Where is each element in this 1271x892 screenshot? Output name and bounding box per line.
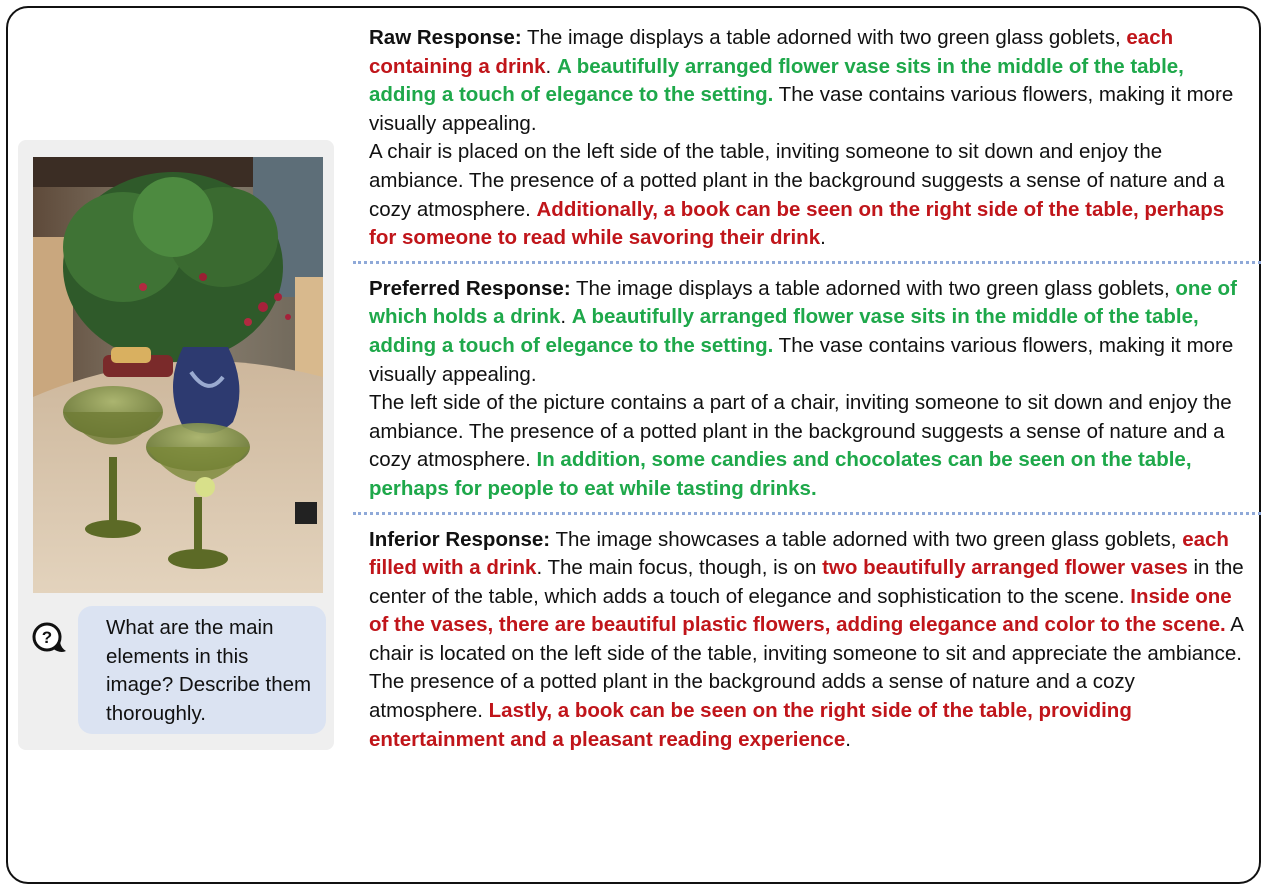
raw-text-1: The image displays a table adorned with two green glass goblets, xyxy=(521,26,1127,49)
preferred-correct-2: A beautifully arranged flower vase sits in the middle of the table, adding a touch of elegance to the setting. xyxy=(369,305,1199,357)
inferior-response xyxy=(369,526,1249,755)
inferior-response-label: Inferior Response: xyxy=(369,527,551,551)
raw-response-para-2 xyxy=(369,138,1249,252)
inferior-text-3: in the center of the table, which adds a touch of elegance and sophistication to the scene. xyxy=(369,556,1244,608)
table-photo-illustration xyxy=(33,157,323,593)
responses-column xyxy=(369,24,1249,754)
raw-response xyxy=(369,24,1249,253)
preferred-response-para-1 xyxy=(369,275,1249,389)
raw-hallucination-2: Additionally, a book can be seen on the right side of the table, perhaps for someone to read while savoring their drink xyxy=(369,197,1225,250)
inferior-hallucination-1: each filled with a drink xyxy=(369,527,1229,580)
raw-text-2: . xyxy=(545,54,557,78)
preferred-correct-3: In addition, some candies and chocolates can be seen on the table, perhaps for people to eat while tasting drinks. xyxy=(369,448,1192,500)
raw-response-label: Raw Response: xyxy=(369,26,522,49)
separator-2 xyxy=(353,512,1261,515)
separator-1 xyxy=(353,261,1261,264)
preferred-response-para-2 xyxy=(369,389,1249,503)
raw-hallucination-1: each containing a drink xyxy=(369,26,1174,78)
preferred-response xyxy=(369,275,1249,504)
preferred-text-4: The left side of the picture contains a part of a chair, inviting someone to sit down and enjoy the ambiance. The presence of a potted plant in the background suggests a sense of nature and a cozy atmosphere. xyxy=(369,391,1232,472)
question-text: What are the main elements in this image? Describe them thoroughly. xyxy=(106,616,312,725)
preferred-text-2: . xyxy=(560,305,572,329)
raw-text-4: A chair is placed on the left side of the table, inviting someone to sit down and enjoy the ambiance. The presence of a potted plant in the background suggests a sense of nature and a cozy atmosphere. xyxy=(369,140,1225,221)
question-bubble-icon xyxy=(30,620,70,662)
inferior-text-2: . The main focus, though, is on xyxy=(536,556,823,580)
inferior-response-para-1 xyxy=(369,526,1249,755)
raw-correct-1: A beautifully arranged flower vase sits in the middle of the table, adding a touch of elegance to the setting. xyxy=(369,54,1184,107)
inferior-hallucination-3: Inside one of the vases, there are beautiful plastic flowers, adding elegance and color to the scene. xyxy=(369,584,1232,637)
preferred-text-1: The image displays a table adorned with two green glass goblets, xyxy=(570,276,1176,300)
preferred-response-label: Preferred Response: xyxy=(369,276,571,300)
raw-text-5: . xyxy=(820,226,826,250)
inferior-text-4: A chair is located on the left side of the table, inviting someone to sit and appreciate the ambiance. The presence of a potted plant in the background adds a sense of nature and a cozy atmosphere. xyxy=(369,613,1243,723)
preferred-correct-1: one of which holds a drink xyxy=(369,276,1237,329)
raw-response-para-1 xyxy=(369,24,1249,138)
svg-text:?: ? xyxy=(41,628,53,647)
inferior-text-5: . xyxy=(845,727,851,751)
inferior-hallucination-4: Lastly, a book can be seen on the right side of the table, providing entertainment and a pleasant reading experience xyxy=(369,699,1132,751)
question-bubble xyxy=(78,606,326,734)
table-photo xyxy=(33,157,323,593)
inferior-hallucination-2: two beautifully arranged flower vases xyxy=(822,556,1188,580)
preferred-text-3: The vase contains various flowers, making it more visually appealing. xyxy=(369,333,1234,386)
raw-text-3: The vase contains various flowers, making it more visually appealing. xyxy=(369,83,1234,135)
inferior-text-1: The image showcases a table adorned with two green glass goblets, xyxy=(550,527,1183,551)
